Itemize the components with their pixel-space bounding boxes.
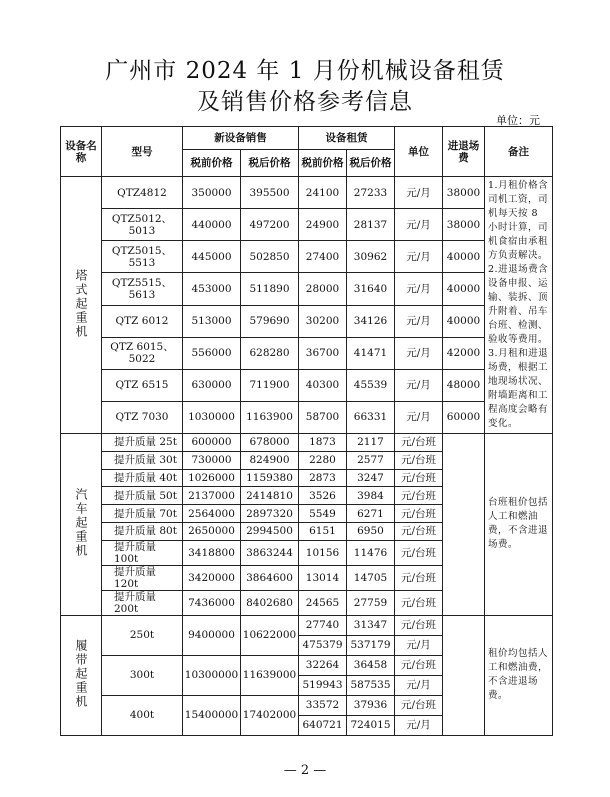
unit-cell: 元/月 bbox=[395, 675, 443, 695]
page-number: — 2 — bbox=[283, 763, 327, 778]
rent-pre-tax-cell: 2873 bbox=[299, 469, 347, 487]
rent-pre-tax-cell: 640721 bbox=[299, 715, 347, 735]
rent-post-tax-cell: 6950 bbox=[347, 522, 395, 540]
entry-exit-fee-cell: 40000 bbox=[443, 273, 485, 305]
rent-post-tax-cell: 41471 bbox=[347, 337, 395, 369]
header-new-sales: 新设备销售 bbox=[183, 127, 299, 150]
rent-pre-tax-cell: 1873 bbox=[299, 434, 347, 452]
sale-post-tax-cell: 17402000 bbox=[241, 695, 299, 735]
rent-pre-tax-cell: 24900 bbox=[299, 209, 347, 241]
rent-post-tax-cell: 3247 bbox=[347, 469, 395, 487]
unit-cell: 元/台班 bbox=[395, 590, 443, 615]
header-sale-post-tax: 税后价格 bbox=[241, 150, 299, 177]
table-row bbox=[61, 273, 553, 305]
rent-post-tax-cell: 3984 bbox=[347, 487, 395, 505]
entry-exit-fee-cell bbox=[443, 615, 485, 735]
unit-cell: 元/台班 bbox=[395, 615, 443, 635]
table-row bbox=[61, 209, 553, 241]
unit-cell: 元/月 bbox=[395, 177, 443, 209]
unit-cell: 元/月 bbox=[395, 273, 443, 305]
remarks-crawler-crane: 租价均包括人工和燃油费，不含进退场费。 bbox=[485, 615, 553, 735]
sale-post-tax-cell: 579690 bbox=[241, 305, 299, 337]
title-line-2: 及销售价格参考信息 bbox=[197, 89, 413, 115]
sale-pre-tax-cell: 2137000 bbox=[183, 487, 241, 505]
header-remarks: 备注 bbox=[485, 127, 553, 177]
rent-post-tax-cell: 28137 bbox=[347, 209, 395, 241]
sale-pre-tax-cell: 445000 bbox=[183, 241, 241, 273]
unit-cell: 元/月 bbox=[395, 715, 443, 735]
sale-post-tax-cell: 2994500 bbox=[241, 522, 299, 540]
rent-pre-tax-cell: 58700 bbox=[299, 401, 347, 433]
model-cell: 提升质量 120t bbox=[102, 565, 183, 590]
unit-cell: 元/台班 bbox=[395, 540, 443, 565]
category-crawler-crane bbox=[61, 615, 102, 735]
rent-pre-tax-cell: 24100 bbox=[299, 177, 347, 209]
entry-exit-fee-cell: 48000 bbox=[443, 369, 485, 401]
category-truck-crane bbox=[61, 434, 102, 616]
header-rental: 设备租赁 bbox=[299, 127, 395, 150]
sale-pre-tax-cell: 3420000 bbox=[183, 565, 241, 590]
table-body bbox=[61, 177, 553, 736]
sale-pre-tax-cell: 1030000 bbox=[183, 401, 241, 433]
model-cell: 250t bbox=[102, 615, 183, 655]
rent-post-tax-cell: 36458 bbox=[347, 655, 395, 675]
sale-post-tax-cell: 1163900 bbox=[241, 401, 299, 433]
category-tower-crane bbox=[61, 177, 102, 434]
unit-label: 单位：元 bbox=[496, 114, 540, 127]
sale-pre-tax-cell: 440000 bbox=[183, 209, 241, 241]
unit-cell: 元/台班 bbox=[395, 487, 443, 505]
rent-post-tax-cell: 14705 bbox=[347, 565, 395, 590]
rent-pre-tax-cell: 6151 bbox=[299, 522, 347, 540]
rent-pre-tax-cell: 24565 bbox=[299, 590, 347, 615]
unit-cell: 元/台班 bbox=[395, 505, 443, 523]
sale-pre-tax-cell: 7436000 bbox=[183, 590, 241, 615]
sale-post-tax-cell: 3863244 bbox=[241, 540, 299, 565]
header-rent-pre-tax: 税前价格 bbox=[299, 150, 347, 177]
model-cell: QTZ5012、5013 bbox=[102, 209, 183, 241]
rent-post-tax-cell: 11476 bbox=[347, 540, 395, 565]
rent-post-tax-cell: 66331 bbox=[347, 401, 395, 433]
unit-cell: 元/月 bbox=[395, 337, 443, 369]
price-table bbox=[60, 126, 553, 736]
model-cell: 提升质量 200t bbox=[102, 590, 183, 615]
rent-post-tax-cell: 537179 bbox=[347, 635, 395, 655]
entry-exit-fee-cell: 42000 bbox=[443, 337, 485, 369]
rent-pre-tax-cell: 3526 bbox=[299, 487, 347, 505]
table-row bbox=[61, 615, 553, 635]
rent-pre-tax-cell: 32264 bbox=[299, 655, 347, 675]
table-row bbox=[61, 305, 553, 337]
unit-cell: 元/台班 bbox=[395, 451, 443, 469]
sale-pre-tax-cell: 350000 bbox=[183, 177, 241, 209]
unit-cell: 元/台班 bbox=[395, 469, 443, 487]
model-cell: QTZ5515、5613 bbox=[102, 273, 183, 305]
rent-post-tax-cell: 6271 bbox=[347, 505, 395, 523]
unit-cell: 元/月 bbox=[395, 401, 443, 433]
unit-cell: 元/台班 bbox=[395, 695, 443, 715]
remarks-truck-crane: 台班租价包括人工和燃油费，不含进退场费。 bbox=[485, 434, 553, 616]
rent-post-tax-cell: 2577 bbox=[347, 451, 395, 469]
rent-pre-tax-cell: 5549 bbox=[299, 505, 347, 523]
unit-cell: 元/台班 bbox=[395, 434, 443, 452]
sale-pre-tax-cell: 15400000 bbox=[183, 695, 241, 735]
sale-post-tax-cell: 824900 bbox=[241, 451, 299, 469]
rent-pre-tax-cell: 40300 bbox=[299, 369, 347, 401]
rent-post-tax-cell: 31347 bbox=[347, 615, 395, 635]
rent-post-tax-cell: 724015 bbox=[347, 715, 395, 735]
table-row bbox=[61, 177, 553, 209]
model-cell: 提升质量 30t bbox=[102, 451, 183, 469]
sale-post-tax-cell: 628280 bbox=[241, 337, 299, 369]
sale-pre-tax-cell: 2650000 bbox=[183, 522, 241, 540]
rent-pre-tax-cell: 28000 bbox=[299, 273, 347, 305]
table-row bbox=[61, 434, 553, 452]
unit-cell: 元/月 bbox=[395, 209, 443, 241]
sale-post-tax-cell: 511890 bbox=[241, 273, 299, 305]
entry-exit-fee-cell: 40000 bbox=[443, 305, 485, 337]
sale-post-tax-cell: 678000 bbox=[241, 434, 299, 452]
sale-pre-tax-cell: 2564000 bbox=[183, 505, 241, 523]
rent-pre-tax-cell: 475379 bbox=[299, 635, 347, 655]
sale-post-tax-cell: 395500 bbox=[241, 177, 299, 209]
remarks-tower-crane: 1.月租价格含司机工资，司机每天按 8 小时计算，司机食宿由承租方负责解决。2.进退场费含设备申报、运输、装拆、顶升附着、吊车台班、检测、验收等费用。3.月租和进退场费，根据工地现场状况、附墙距离和工程高度会略有变化。 bbox=[485, 177, 553, 434]
header-unit: 单位 bbox=[395, 127, 443, 177]
sale-pre-tax-cell: 10300000 bbox=[183, 655, 241, 695]
model-cell: QTZ 6515 bbox=[102, 369, 183, 401]
model-cell: 提升质量 70t bbox=[102, 505, 183, 523]
sale-pre-tax-cell: 3418800 bbox=[183, 540, 241, 565]
table-row bbox=[61, 401, 553, 433]
unit-cell: 元/月 bbox=[395, 635, 443, 655]
entry-exit-fee-cell: 60000 bbox=[443, 401, 485, 433]
header-entry-exit-fee: 进退场费 bbox=[443, 127, 485, 177]
category-label: 塔式起重机 bbox=[74, 268, 88, 339]
model-cell: 提升质量 50t bbox=[102, 487, 183, 505]
model-cell: 提升质量 80t bbox=[102, 522, 183, 540]
model-cell: QTZ 6015、5022 bbox=[102, 337, 183, 369]
sale-pre-tax-cell: 730000 bbox=[183, 451, 241, 469]
header-model: 型号 bbox=[102, 127, 183, 177]
model-cell: 提升质量 25t bbox=[102, 434, 183, 452]
rent-post-tax-cell: 34126 bbox=[347, 305, 395, 337]
rent-post-tax-cell: 30962 bbox=[347, 241, 395, 273]
sale-pre-tax-cell: 1026000 bbox=[183, 469, 241, 487]
category-label: 履带起重机 bbox=[74, 638, 88, 709]
rent-post-tax-cell: 27759 bbox=[347, 590, 395, 615]
sale-pre-tax-cell: 556000 bbox=[183, 337, 241, 369]
rent-pre-tax-cell: 10156 bbox=[299, 540, 347, 565]
sale-post-tax-cell: 502850 bbox=[241, 241, 299, 273]
unit-cell: 元/台班 bbox=[395, 522, 443, 540]
header-sale-pre-tax: 税前价格 bbox=[183, 150, 241, 177]
sale-pre-tax-cell: 630000 bbox=[183, 369, 241, 401]
sale-post-tax-cell: 3864600 bbox=[241, 565, 299, 590]
header-device-name: 设备名称 bbox=[61, 127, 102, 177]
model-cell: QTZ 7030 bbox=[102, 401, 183, 433]
sale-pre-tax-cell: 600000 bbox=[183, 434, 241, 452]
rent-post-tax-cell: 45539 bbox=[347, 369, 395, 401]
sale-post-tax-cell: 11639000 bbox=[241, 655, 299, 695]
rent-pre-tax-cell: 27740 bbox=[299, 615, 347, 635]
rent-post-tax-cell: 31640 bbox=[347, 273, 395, 305]
rent-pre-tax-cell: 519943 bbox=[299, 675, 347, 695]
sale-post-tax-cell: 711900 bbox=[241, 369, 299, 401]
model-cell: QTZ4812 bbox=[102, 177, 183, 209]
sale-post-tax-cell: 2897320 bbox=[241, 505, 299, 523]
sale-post-tax-cell: 2414810 bbox=[241, 487, 299, 505]
table-row bbox=[61, 241, 553, 273]
model-cell: 300t bbox=[102, 655, 183, 695]
sale-post-tax-cell: 1159380 bbox=[241, 469, 299, 487]
sale-post-tax-cell: 8402680 bbox=[241, 590, 299, 615]
entry-exit-fee-cell bbox=[443, 434, 485, 616]
sale-pre-tax-cell: 453000 bbox=[183, 273, 241, 305]
rent-pre-tax-cell: 36700 bbox=[299, 337, 347, 369]
unit-cell: 元/月 bbox=[395, 369, 443, 401]
model-cell: QTZ5015、5513 bbox=[102, 241, 183, 273]
rent-post-tax-cell: 27233 bbox=[347, 177, 395, 209]
header-rent-post-tax: 税后价格 bbox=[347, 150, 395, 177]
table-row bbox=[61, 369, 553, 401]
entry-exit-fee-cell: 38000 bbox=[443, 177, 485, 209]
rent-pre-tax-cell: 13014 bbox=[299, 565, 347, 590]
unit-cell: 元/月 bbox=[395, 305, 443, 337]
rent-pre-tax-cell: 27400 bbox=[299, 241, 347, 273]
unit-cell: 元/台班 bbox=[395, 655, 443, 675]
model-cell: 400t bbox=[102, 695, 183, 735]
rent-pre-tax-cell: 30200 bbox=[299, 305, 347, 337]
sale-post-tax-cell: 10622000 bbox=[241, 615, 299, 655]
rent-pre-tax-cell: 33572 bbox=[299, 695, 347, 715]
rent-pre-tax-cell: 2280 bbox=[299, 451, 347, 469]
model-cell: QTZ 6012 bbox=[102, 305, 183, 337]
entry-exit-fee-cell: 38000 bbox=[443, 209, 485, 241]
rent-post-tax-cell: 37936 bbox=[347, 695, 395, 715]
model-cell: 提升质量 100t bbox=[102, 540, 183, 565]
model-cell: 提升质量 40t bbox=[102, 469, 183, 487]
unit-cell: 元/月 bbox=[395, 241, 443, 273]
sale-pre-tax-cell: 9400000 bbox=[183, 615, 241, 655]
sale-post-tax-cell: 497200 bbox=[241, 209, 299, 241]
table-row bbox=[61, 337, 553, 369]
title-line-1: 广州市 2024 年 1 月份机械设备租赁 bbox=[105, 58, 505, 84]
unit-cell: 元/台班 bbox=[395, 565, 443, 590]
category-label: 汽车起重机 bbox=[74, 487, 88, 558]
rent-post-tax-cell: 2117 bbox=[347, 434, 395, 452]
rent-post-tax-cell: 587535 bbox=[347, 675, 395, 695]
sale-pre-tax-cell: 513000 bbox=[183, 305, 241, 337]
entry-exit-fee-cell: 40000 bbox=[443, 241, 485, 273]
